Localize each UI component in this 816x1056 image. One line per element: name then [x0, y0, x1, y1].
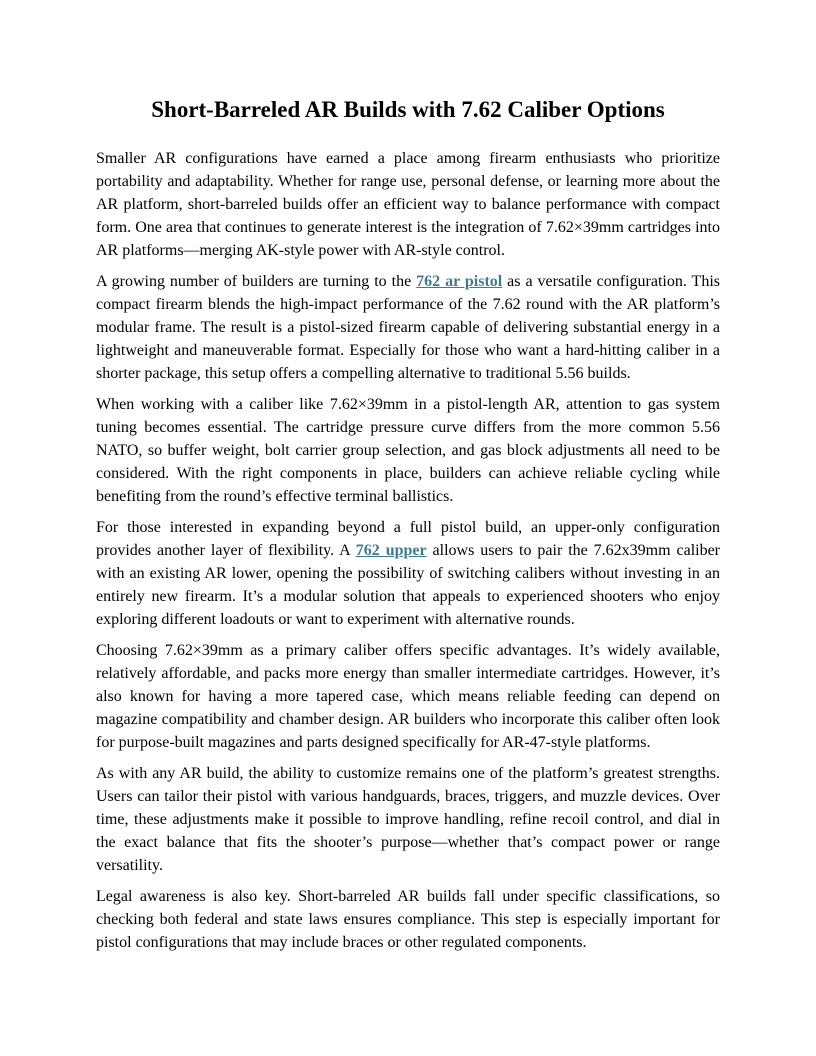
paragraph-gas-system-text: When working with a caliber like 7.62×39mm in a pistol-length AR, attention to gas system tuning becomes essential. The cartridge pressure curve differs from the more common 5.56 NATO, so buffer weight, bolt carrier group selection, and gas block adjustments all need to be considered. With the right components in place, builders can achieve reliable cycling while benefiting from the round’s effective terminal ballistics. [96, 396, 720, 505]
paragraph-intro [96, 147, 720, 262]
paragraph-upper-text-before: For those interested in expanding beyond a full pistol build, an upper-only configuration provides another layer of flexibility. A [96, 519, 720, 559]
paragraph-ar-pistol [96, 270, 720, 385]
paragraph-ar-pistol-text-after: as a versatile configuration. This compact firearm blends the high-impact performance of the 7.62 round with the AR platform’s modular frame. The result is a pistol-sized firearm capable of delivering substantial energy in a lightweight and maneuverable format. Especially for those who want a hard-hitting caliber in a shorter package, this setup offers a compelling alternative to traditional 5.56 builds. [96, 273, 720, 382]
paragraph-customization [96, 762, 720, 877]
paragraph-caliber-advantages [96, 639, 720, 754]
paragraph-caliber-advantages-text: Choosing 7.62×39mm as a primary caliber offers specific advantages. It’s widely available, relatively affordable, and packs more energy than smaller intermediate cartridges. However, it’s also known for having a more tapered case, which means reliable feeding can depend on magazine compatibility and chamber design. AR builders who incorporate this caliber often look for purpose-built magazines and parts designed specifically for AR-47-style platforms. [96, 642, 720, 751]
paragraph-gas-system [96, 393, 720, 508]
paragraph-upper [96, 516, 720, 631]
document-title: Short-Barreled AR Builds with 7.62 Caliber Options [151, 97, 665, 122]
paragraph-ar-pistol-text-before: A growing number of builders are turning to the [96, 273, 417, 290]
paragraph-upper-text-after: allows users to pair the 7.62x39mm caliber with an existing AR lower, opening the possibility of switching calibers without investing in an entirely new firearm. It’s a modular solution that appeals to experienced shooters who enjoy exploring different loadouts or want to experiment with alternative rounds. [96, 542, 721, 628]
paragraph-legal [96, 885, 720, 954]
paragraph-legal-text: Legal awareness is also key. Short-barreled AR builds fall under specific classifications, so checking both federal and state laws ensures compliance. This step is especially important for pistol configurations that may include braces or other regulated components. [96, 888, 720, 951]
link-762-ar-pistol[interactable]: 762 ar pistol [416, 273, 503, 290]
paragraph-customization-text: As with any AR build, the ability to customize remains one of the platform’s greatest strengths. Users can tailor their pistol with various handguards, braces, triggers, and muzzle devices. Over time, these adjustments make it possible to improve handling, refine recoil control, and dial in the exact balance that fits the shooter’s purpose—whether that’s compact power or range versatility. [96, 765, 720, 874]
link-762-upper[interactable]: 762 upper [355, 542, 427, 559]
paragraph-intro-text: Smaller AR configurations have earned a place among firearm enthusiasts who prioritize portability and adaptability. Whether for range use, personal defense, or learning more about the AR platform, short-barreled builds offer an efficient way to balance performance with compact form. One area that continues to generate interest is the integration of 7.62×39mm cartridges into AR platforms—merging AK-style power with AR-style control. [96, 150, 720, 259]
